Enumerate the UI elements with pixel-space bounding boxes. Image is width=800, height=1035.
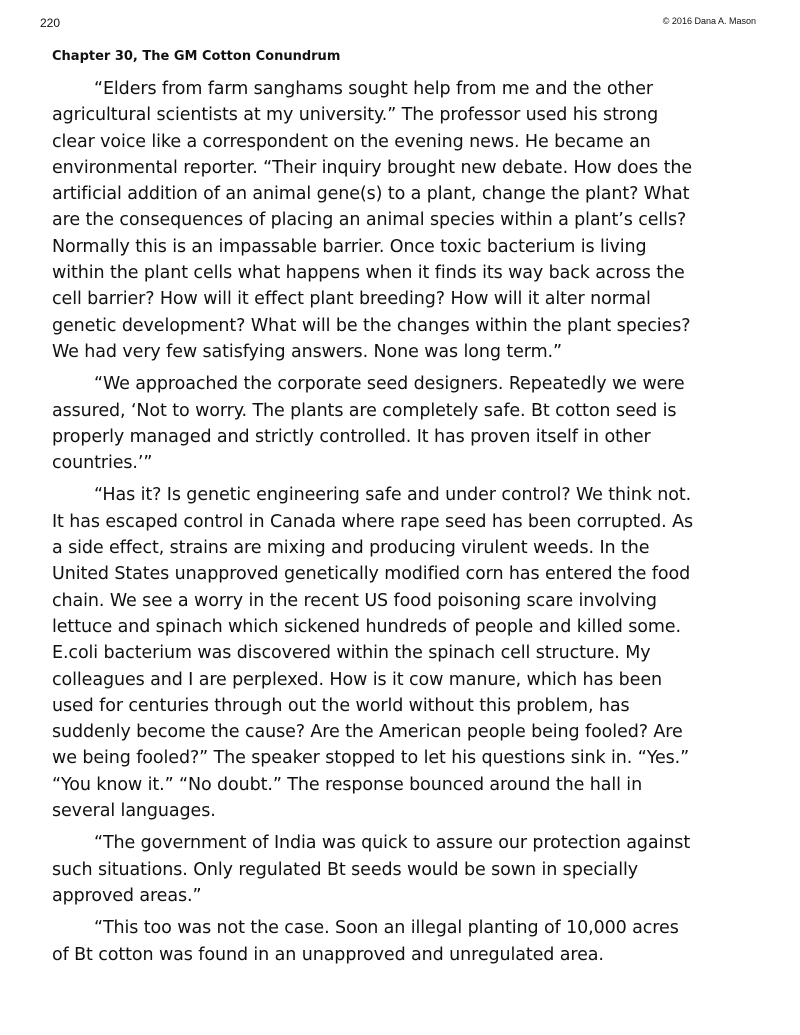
chapter-title: Chapter 30, The GM Cotton Conundrum bbox=[52, 49, 341, 64]
paragraph-2: “We approached the corporate seed designers. Repeatedly we were assured, ‘Not to worry. The plants are completely safe. Bt cotton seed is properly managed and strictly controlled. It has proven itself in other countries.’” bbox=[52, 374, 685, 474]
copyright-notice: © 2016 Dana A. Mason bbox=[662, 16, 756, 26]
paragraph-4: “The government of India was quick to assure our protection against such situations. Only regulated Bt seeds would be sown in specially approved areas.” bbox=[52, 833, 691, 906]
paragraph-1: “Elders from farm sanghams sought help from me and the other agricultural scientists at my university.” The professor used his strong clear voice like a correspondent on the evening news. He became an environmental reporter. “Their inquiry brought new debate. How does the artificial addition of an animal gene(s) to a plant, change the plant? What are the consequences of placing an animal species within a plant’s cells? Normally this is an impassable barrier. Once toxic bacterium is living within the plant cells what happens when it finds its way back across the cell barrier? How will it effect plant breeding? How will it alter normal genetic development? What will be the changes within the plant species? We had very few satisfying answers. None was long term.” bbox=[52, 79, 693, 362]
paragraph-5: “This too was not the case. Soon an illegal planting of 10,000 acres of Bt cotton was found in an unapproved and unregulated area. bbox=[52, 918, 679, 965]
body-text bbox=[52, 76, 762, 974]
paragraph-3: “Has it? Is genetic engineering safe and under control? We think not. It has escaped control in Canada where rape seed has been corrupted. As a side effect, strains are mixing and producing virulent weeds. In the United States unapproved genetically modified corn has entered the food chain. We see a worry in the recent US food poisoning scare involving lettuce and spinach which sickened hundreds of people and killed some. E.coli bacterium was discovered within the spinach cell structure. My colleagues and I are perplexed. How is it cow manure, which has been used for centuries through out the world without this problem, has suddenly become the cause? Are the American people being fooled? Are we being fooled?” The speaker stopped to let his questions sink in. “Yes.” “You know it.” “No doubt.” The response bounced around the hall in several languages. bbox=[52, 485, 693, 822]
page-number: 220 bbox=[40, 16, 61, 30]
